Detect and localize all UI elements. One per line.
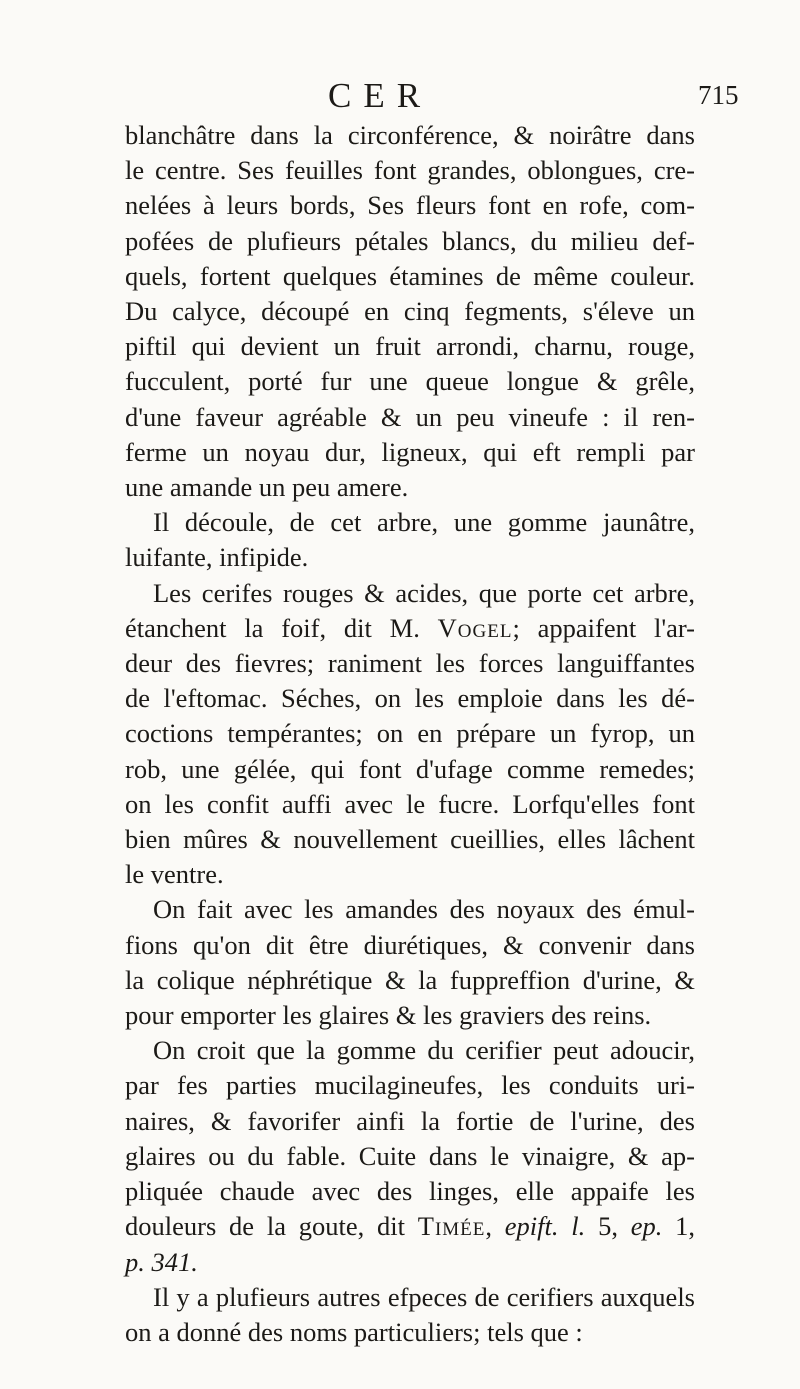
text-line — [125, 1209, 695, 1244]
text-line: bien mûres & nouvellement cueillies, elles lâchent — [125, 824, 695, 855]
text-line: blanchâtre dans la circonférence, & noirâtre dans — [125, 120, 695, 150]
text-line: de l'eftomac. Séches, on les emploie dans les dé- — [125, 683, 695, 714]
body-text — [125, 118, 695, 1350]
text-line: coctions tempérantes; on en prépare un fyrop, un — [125, 718, 695, 749]
text-line: On croit que la gomme du cerifier peut adoucir, — [153, 1035, 695, 1066]
text-line: ferme un noyau dur, ligneux, qui eft rempli par — [125, 436, 695, 467]
paragraph-other-species — [125, 1280, 695, 1350]
page-number: 715 — [698, 80, 739, 110]
citation-number: 1, — [675, 1211, 696, 1242]
paragraph-gum — [125, 505, 695, 575]
text-line: une amande un peu amere. — [125, 472, 409, 503]
author-name-timee: Timée — [417, 1211, 486, 1242]
text-line: Il découle, de cet arbre, une gomme jaunâtre, — [153, 507, 695, 538]
citation-ref: ep. — [630, 1211, 663, 1242]
text-line: quels, fortent quelques étamines de même couleur. — [125, 260, 695, 291]
text-line: piftil qui devient un fruit arrondi, charnu, rouge, — [125, 331, 695, 362]
text-line: le centre. Ses feuilles font grandes, oblongues, cre- — [125, 155, 695, 186]
citation-number: 5, — [598, 1211, 618, 1242]
text-line: pofées de plufieurs pétales blancs, du milieu def- — [125, 225, 695, 256]
text-line: d'une faveur agréable & un peu vineufe : il ren- — [125, 401, 695, 432]
text-line: on a donné des noms particuliers; tels que : — [125, 1316, 583, 1347]
text-line: On fait avec les amandes des noyaux des émul- — [153, 894, 695, 925]
paragraph-description — [125, 118, 695, 505]
text-line: rob, une gélée, qui font d'ufage comme remedes; — [125, 753, 695, 784]
text-fragment: étanchent la foif, dit M. — [125, 612, 420, 643]
text-fragment: , — [485, 1211, 493, 1242]
text-line: la colique néphrétique & la fuppreffion d'urine, & — [125, 964, 695, 995]
paragraph-almonds — [125, 892, 695, 1033]
text-line: Il y a plufieurs autres efpeces de cerifiers auxquels — [153, 1281, 695, 1312]
text-line: naires, & favorifer ainfi la fortie de l'urine, des — [125, 1105, 695, 1136]
paragraph-gum-remedy — [125, 1033, 695, 1279]
text-line: fucculent, porté fur une queue longue & grêle, — [125, 366, 695, 397]
text-line: nelées à leurs bords, Ses fleurs font en rofe, com- — [125, 190, 695, 221]
text-fragment: douleurs de la goute, dit — [125, 1211, 405, 1242]
citation-page: p. 341. — [125, 1246, 198, 1277]
text-line: glaires ou du fable. Cuite dans le vinaigre, & ap- — [125, 1140, 695, 1171]
text-fragment: ; appaifent l'ar- — [512, 612, 695, 643]
citation-ref: epift. l. — [504, 1211, 586, 1242]
text-line — [125, 611, 695, 646]
text-line: par fes parties mucilagineufes, les conduits uri- — [125, 1070, 695, 1101]
text-line: fions qu'on dit être diurétiques, & convenir dans — [125, 929, 695, 960]
text-line: luifante, infipide. — [125, 542, 309, 573]
text-line: pour emporter les glaires & les graviers des reins. — [125, 1000, 652, 1031]
text-line: on les confit auffi avec le fucre. Lorfqu'elles font — [125, 788, 695, 819]
paragraph-uses — [125, 576, 695, 893]
text-line: pliquée chaude avec des linges, elle appaife les — [125, 1176, 695, 1207]
text-line: Du calyce, découpé en cinq fegments, s'éleve un — [125, 296, 695, 327]
text-line: Les cerifes rouges & acides, que porte cet arbre, — [153, 577, 695, 608]
running-head: CER — [328, 76, 433, 115]
text-line: deur des fievres; raniment les forces languiffantes — [125, 648, 695, 679]
text-line: le ventre. — [125, 859, 224, 890]
author-name-vogel: Vogel — [437, 612, 513, 643]
